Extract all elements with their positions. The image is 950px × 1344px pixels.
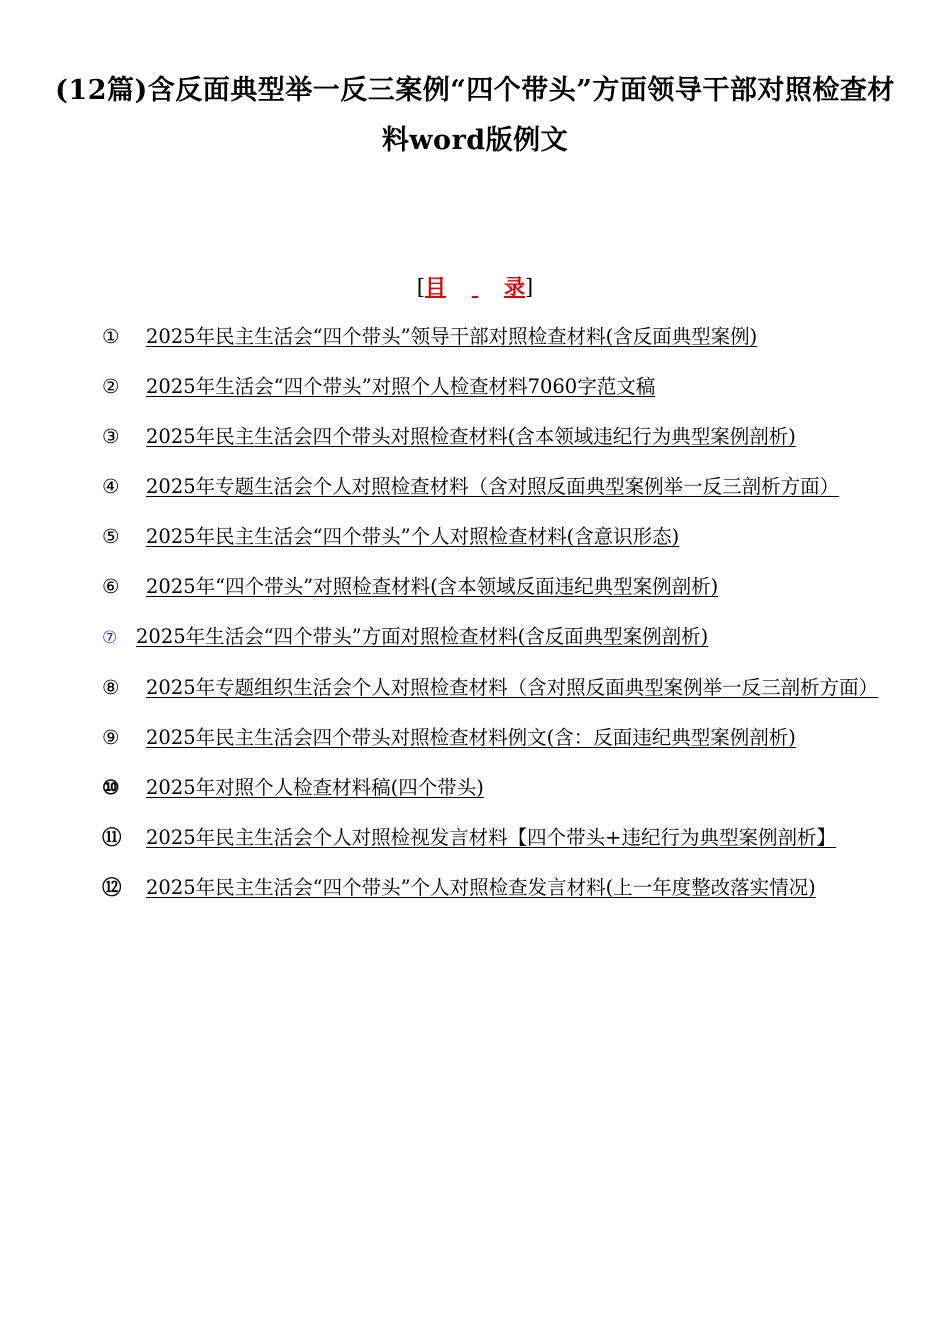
toc-item-link[interactable]: 2025年生活会“四个带头”方面对照检查材料(含反面典型案例剖析) — [136, 625, 709, 648]
toc-item-link[interactable]: 2025年民主生活会个人对照检视发言材料【四个带头+违纪行为典型案例剖析】 — [146, 826, 836, 849]
toc-item-6[interactable] — [58, 562, 890, 612]
toc-item-10[interactable] — [58, 763, 890, 813]
toc-item-8[interactable] — [58, 663, 890, 713]
toc-heading — [0, 272, 950, 302]
toc-item-2[interactable] — [58, 362, 890, 412]
toc-item-number: ⑦ — [102, 628, 118, 648]
toc-item-12[interactable] — [58, 863, 890, 913]
toc-item-7[interactable] — [58, 612, 890, 663]
toc-item-11[interactable] — [58, 813, 890, 863]
toc-item-number: ② — [102, 375, 120, 398]
toc-item-link[interactable]: 2025年专题组织生活会个人对照检查材料（含对照反面典型案例举一反三剖析方面） — [146, 676, 879, 699]
toc-item-9[interactable] — [58, 713, 890, 763]
toc-item-link[interactable]: 2025年民主生活会四个带头对照检查材料(含本领域违纪行为典型案例剖析) — [146, 425, 796, 448]
toc-item-link[interactable]: 2025年民主生活会四个带头对照检查材料例文(含：反面违纪典型案例剖析) — [146, 726, 796, 749]
toc-item-link[interactable]: 2025年“四个带头”对照检查材料(含本领域反面违纪典型案例剖析) — [146, 575, 719, 598]
toc-item-1[interactable] — [58, 312, 890, 362]
toc-item-4[interactable] — [58, 462, 890, 512]
toc-item-link[interactable]: 2025年对照个人检查材料稿(四个带头) — [146, 776, 484, 799]
toc-item-3[interactable] — [58, 412, 890, 462]
toc-heading-char-1: 目 — [425, 274, 446, 299]
toc-item-link[interactable]: 2025年民主生活会“四个带头”个人对照检查发言材料(上一年度整改落实情况) — [146, 876, 816, 899]
toc-item-number: ④ — [102, 475, 120, 498]
toc-item-number: ③ — [102, 425, 120, 448]
toc-item-link[interactable]: 2025年民主生活会“四个带头”领导干部对照检查材料(含反面典型案例) — [146, 325, 758, 348]
toc-heading-close-bracket: ] — [525, 275, 534, 299]
toc-item-number: ⑪ — [102, 826, 122, 849]
toc-heading-open-bracket: [ — [416, 275, 425, 299]
toc-item-number: ⑨ — [102, 726, 120, 749]
toc-item-number: ⑧ — [102, 676, 120, 699]
toc-heading-gap — [446, 272, 504, 302]
toc-item-number: ⑫ — [102, 876, 122, 899]
toc-item-link[interactable]: 2025年民主生活会“四个带头”个人对照检查材料(含意识形态) — [146, 525, 680, 548]
toc-item-5[interactable] — [58, 512, 890, 562]
toc-item-number: ① — [102, 325, 120, 348]
toc-item-link[interactable]: 2025年生活会“四个带头”对照个人检查材料7060字范文稿 — [146, 375, 656, 398]
toc-heading-char-2: 录 — [504, 274, 525, 299]
toc-item-number: ⑩ — [102, 776, 120, 799]
toc-item-number: ⑤ — [102, 525, 120, 548]
document-title: (12篇)含反面典型举一反三案例“四个带头”方面领导干部对照检查材料word版例文 — [55, 75, 895, 156]
toc-item-number: ⑥ — [102, 575, 120, 598]
toc-item-link[interactable]: 2025年专题生活会个人对照检查材料（含对照反面典型案例举一反三剖析方面） — [146, 475, 840, 498]
table-of-contents — [58, 312, 890, 913]
